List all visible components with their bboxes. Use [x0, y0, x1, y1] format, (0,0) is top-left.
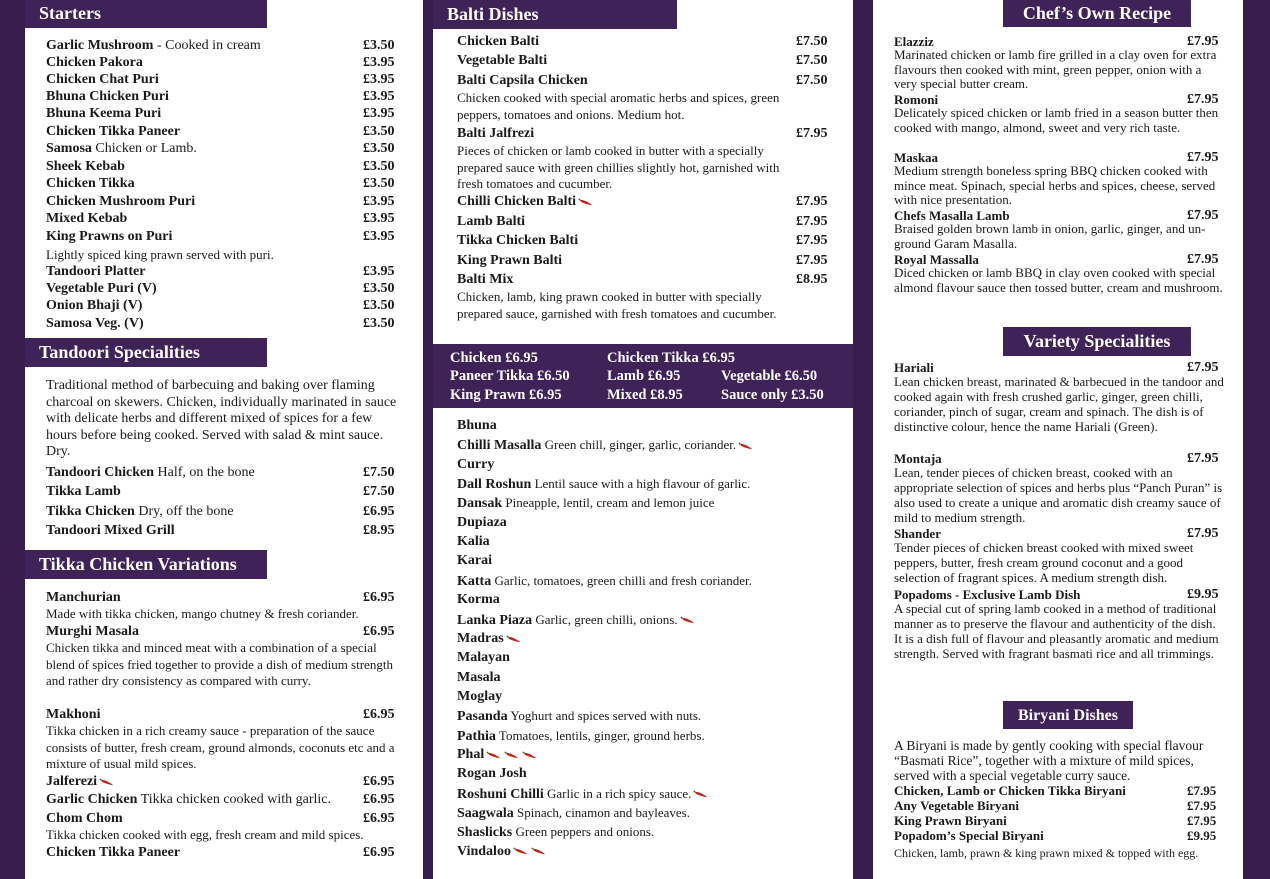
item-name: Samosa	[46, 141, 92, 156]
item-price: £6.95	[363, 707, 395, 722]
item-price: £6.95	[363, 590, 395, 605]
menu-item	[457, 727, 705, 745]
item-price: £3.95	[363, 106, 395, 121]
item-name: Dansak	[457, 496, 503, 512]
menu-item	[457, 456, 494, 473]
item-name: Balti Jalfrezi	[457, 126, 535, 141]
menu-item	[457, 591, 500, 608]
item-name: Garlic Mushroom	[46, 38, 154, 53]
item-description: Braised golden brown lamb in onion, garlic, ginger, and un-ground Garam Masalla.	[894, 221, 1206, 251]
item-name: Tikka Chicken Balti	[457, 233, 579, 248]
item-price: £6.95	[363, 811, 395, 826]
price-chicken-tikka: Chicken Tikka £6.95	[607, 350, 735, 366]
menu-item	[457, 843, 547, 860]
item-description: Medium strength boneless spring BBQ chicken cooked with mince meat. Spinach, special herbs and spices, cheese, served with nice presentation.	[894, 163, 1216, 208]
menu-item	[457, 765, 527, 782]
chili-icon	[506, 634, 522, 644]
item-note: Spinach, cinamon and bayleaves.	[513, 805, 690, 820]
item-name: Moglay	[457, 688, 503, 704]
item-description: Pieces of chicken or lamb cooked in butter with a specially prepared sauce with green chillies slightly hot, garnished with fresh tomatoes and cucumber.	[457, 143, 780, 191]
menu-item	[457, 649, 510, 666]
item-note: Garlic, tomatoes, green chilli and fresh coriander.	[491, 572, 752, 588]
chili-icon	[680, 615, 696, 625]
item-name: Saagwala	[457, 806, 514, 821]
item-note: Green peppers and onions.	[512, 824, 655, 840]
menu-item	[46, 158, 125, 175]
item-name: Madras	[457, 630, 504, 646]
item-name: Shander	[894, 526, 941, 541]
item-name: Katta	[457, 573, 492, 589]
item-name: Jalferezi	[46, 774, 98, 789]
item-price: £3.95	[363, 264, 395, 279]
menu-item	[46, 175, 135, 192]
item-description: Marinated chicken or lamb fire grilled in a clay oven for extra flavours then cooked with mint, green pepper, onion with a very special butter cream.	[894, 47, 1217, 92]
item-price: £7.95	[1187, 783, 1217, 798]
menu-item	[457, 271, 513, 288]
item-name: Shaslicks	[457, 825, 513, 841]
item-name: Karai	[457, 553, 492, 569]
price-lamb: Lamb £6.95	[607, 368, 681, 384]
item-price: £3.50	[363, 38, 395, 53]
item-note: Tikka chicken cooked with garlic.	[137, 792, 332, 807]
item-price: £7.50	[363, 465, 395, 480]
balti-header: Balti Dishes	[433, 0, 677, 29]
item-price: £7.50	[796, 73, 828, 88]
item-name: Sheek Kebab	[46, 159, 125, 174]
price-sauce-only: Sauce only £3.50	[721, 387, 824, 403]
item-name: King Prawn Balti	[457, 253, 563, 268]
menu-item	[457, 72, 588, 89]
item-name: Lamb Balti	[457, 214, 526, 229]
item-description: Chicken cooked with special aromatic herbs and spices, green peppers, tomatoes and onions. Medium hot.	[457, 90, 780, 122]
item-name: Montaja	[894, 451, 942, 466]
tandoori-intro: Traditional method of barbecuing and baking over flaming charcoal on skewers. Chicken, individually marinated in sauce with delicate herbs and different mixed of spices for a few hours before being cooked. Served with salad & mint sauce. Dry.	[46, 378, 397, 459]
item-name: Chicken Tikka Paneer	[46, 845, 181, 860]
menu-item	[46, 844, 180, 861]
item-name: Chilli Masalla	[457, 438, 542, 454]
item-price: £3.95	[363, 194, 395, 209]
menu-item	[46, 791, 331, 808]
item-price: £9.95	[1187, 828, 1217, 843]
item-name: Tikka Chicken	[46, 504, 135, 519]
item-price: £7.95	[1187, 451, 1219, 466]
item-name: Chicken Pakora	[46, 55, 143, 70]
item-name: Tandoori Chicken	[46, 465, 155, 480]
item-name: Garlic Chicken	[46, 792, 138, 807]
item-name: Onion Bhaji (V)	[46, 298, 143, 313]
menu-item	[46, 280, 157, 297]
item-name: Vegetable Puri (V)	[46, 281, 157, 296]
item-name: Tikka Lamb	[46, 484, 121, 499]
item-name: Curry	[457, 456, 495, 472]
menu-item	[894, 813, 1007, 828]
menu-item	[46, 483, 121, 500]
price-chicken: Chicken £6.95	[450, 350, 538, 366]
price-paneer-tikka: Paneer Tikka £6.50	[450, 368, 570, 384]
menu-item	[457, 533, 490, 550]
item-price: £7.95	[796, 126, 828, 141]
menu-item	[457, 611, 696, 629]
item-description: Tender pieces of chicken breast cooked with mixed sweet peppers, butter, fresh cream ground coconut and a good selection of fragrant spices. A medium strength dish.	[894, 540, 1194, 586]
tandoori-header: Tandoori Specialities	[25, 338, 267, 367]
item-price: £7.95	[1187, 208, 1219, 223]
item-description: Lightly spiced king prawn served with puri.	[46, 247, 274, 262]
item-note: Garlic in a rich spicy sauce.	[543, 785, 692, 801]
item-name: Chicken Mushroom Puri	[46, 194, 196, 209]
item-name: King Prawns on Puri	[46, 229, 173, 244]
item-name: Chicken Balti	[457, 34, 540, 49]
item-name: Bhuna Keema Puri	[46, 106, 162, 121]
item-description: Made with tikka chicken, mango chutney & fresh coriander.	[46, 606, 359, 621]
item-name: Chicken Tikka	[46, 176, 135, 191]
item-name: Roshuni Chilli	[457, 786, 544, 802]
item-name: Popadom’s Special Biryani	[894, 828, 1044, 843]
item-name: Romoni	[894, 92, 939, 107]
menu-item	[46, 522, 175, 539]
item-note: Green chill, ginger, garlic, coriander.	[541, 437, 737, 453]
item-price: £3.50	[363, 159, 395, 174]
item-name: Murghi Masala	[46, 624, 139, 639]
item-name: Bhuna	[457, 418, 497, 433]
item-description: Tikka chicken cooked with egg, fresh cream and mild spices.	[46, 827, 364, 842]
menu-item	[457, 552, 492, 569]
menu-item	[457, 804, 690, 822]
chili-icon	[99, 777, 115, 787]
item-name: Tandoori Mixed Grill	[46, 523, 175, 538]
item-price: £6.95	[363, 504, 395, 519]
menu-item	[46, 123, 180, 140]
item-note: Tomatoes, lentils, ginger, ground herbs.	[495, 727, 705, 743]
menu-item	[457, 213, 525, 230]
menu-item	[46, 37, 261, 54]
menu-item	[894, 783, 1126, 798]
item-name: Tandoori Platter	[46, 264, 146, 279]
menu-item	[457, 823, 654, 841]
item-note: Chicken or Lamb.	[91, 141, 197, 156]
item-name: Vegetable Balti	[457, 53, 548, 68]
menu-item	[457, 707, 701, 725]
item-price: £7.95	[1187, 92, 1219, 107]
item-note: Pineapple, lentil, cream and lemon juice	[502, 495, 715, 511]
menu-item	[457, 494, 714, 512]
menu-item	[46, 464, 255, 481]
menu-item	[46, 315, 144, 332]
item-price: £3.50	[363, 124, 395, 139]
item-name: Popadoms - Exclusive Lamb Dish	[894, 587, 1081, 602]
menu-item	[457, 33, 539, 50]
menu-item	[46, 773, 115, 790]
item-price: £3.95	[363, 72, 395, 87]
item-name: Mixed Kebab	[46, 211, 128, 226]
biryani-intro: A Biryani is made by gently cooking with special flavour “Basmati Rice”, together with a mixture of mild spices, served with a special vegetable curry sauce.	[894, 738, 1204, 783]
item-price: £3.50	[363, 298, 395, 313]
item-name: Pathia	[457, 728, 496, 744]
item-note: Lentil sauce with a high flavour of garlic.	[531, 476, 751, 492]
menu-item	[457, 785, 709, 803]
item-price: £3.95	[363, 55, 395, 70]
item-price: £3.95	[363, 211, 395, 226]
item-description: Lean, tender pieces of chicken breast, cooked with an appropriate selection of spices and herbs plus “Panch Puran” is also used to create a unique and aromatic dish creamy sauce of mild to medium strength.	[894, 465, 1223, 526]
item-name: Makhoni	[46, 707, 101, 722]
item-name: Royal Massalla	[894, 252, 979, 267]
item-name: Samosa Veg. (V)	[46, 316, 144, 331]
price-box	[433, 344, 853, 408]
item-note: Dry, off the bone	[134, 504, 234, 519]
menu-item	[46, 71, 159, 88]
item-price: £7.95	[796, 214, 828, 229]
menu-item	[46, 810, 123, 827]
item-description: Chicken, lamb, king prawn cooked in butter with specially prepared sauce, garnished with fresh tomatoes and cucumber.	[457, 289, 777, 321]
item-name: Rogan Josh	[457, 766, 527, 782]
biryani-footnote: Chicken, lamb, prawn & king prawn mixed & topped with egg.	[894, 846, 1199, 860]
item-price: £3.50	[363, 316, 395, 331]
item-price: £7.95	[1187, 798, 1217, 813]
menu-item	[46, 503, 234, 520]
item-price: £7.95	[796, 194, 828, 209]
menu-item	[457, 475, 750, 493]
item-name: Hariali	[894, 360, 934, 375]
menu-item	[46, 706, 100, 723]
item-name: Balti Capsila Chicken	[457, 73, 588, 88]
menu-item	[46, 54, 143, 71]
menu-item	[46, 589, 121, 606]
item-name: Balti Mix	[457, 272, 514, 287]
item-description: Tikka chicken in a rich creamy sauce - preparation of the sauce consists of butter, fresh cream, ground almonds, coconuts etc and a mixture of usual mild spices.	[46, 723, 395, 771]
item-price: £3.95	[363, 89, 395, 104]
menu-item	[457, 125, 534, 142]
chili-icon	[513, 846, 529, 856]
item-description: Chicken tikka and minced meat with a combination of a special blend of spices fried together to provide a dish of medium strength and rather dry consistency as compared with curry.	[46, 640, 393, 688]
item-name: Lanka Piaza	[457, 612, 533, 628]
menu-item	[457, 193, 594, 210]
item-price: £7.95	[1187, 526, 1219, 541]
menu-item	[457, 52, 547, 69]
menu-item	[457, 688, 502, 705]
item-price: £3.50	[363, 281, 395, 296]
item-price: £8.95	[363, 523, 395, 538]
item-name: Chicken Tikka Paneer	[46, 124, 181, 139]
item-name: Dall Roshun	[457, 477, 532, 493]
variety-header: Variety Specialities	[1003, 327, 1191, 356]
menu-item	[46, 228, 172, 245]
menu-item	[457, 669, 501, 686]
item-price: £7.50	[796, 34, 828, 49]
menu-item	[46, 297, 142, 314]
menu-item	[46, 210, 127, 227]
item-note: Half, on the bone	[154, 465, 255, 480]
item-name: Pasanda	[457, 709, 508, 725]
item-price: £6.95	[363, 774, 395, 789]
chili-icon	[578, 197, 594, 207]
menu-item	[46, 623, 139, 640]
item-name: Chilli Chicken Balti	[457, 194, 577, 209]
menu-item	[46, 193, 195, 210]
menu-item	[457, 252, 562, 269]
item-price: £7.95	[1187, 813, 1217, 828]
menu-item	[457, 746, 538, 763]
menu-item	[894, 828, 1044, 843]
chili-icon	[693, 789, 709, 799]
item-description: Delicately spiced chicken or lamb fried in a season butter then cooked with mango, almond, sweet and very rich taste.	[894, 105, 1219, 135]
item-price: £9.95	[1187, 587, 1219, 602]
menu-item	[457, 232, 578, 249]
menu-item	[457, 417, 497, 434]
chili-icon	[486, 750, 502, 760]
starters-header: Starters	[25, 0, 267, 28]
item-name: Manchurian	[46, 590, 121, 605]
item-description: A special cut of spring lamb cooked in a method of traditional manner as to preserve the flavour and authenticity of the dish. It is a dish full of flavour and pleasantly aromatic and medium strength. Served with fragrant basmati rice and all trimmings.	[894, 601, 1219, 662]
price-mixed: Mixed £8.95	[607, 387, 683, 403]
menu-item	[894, 798, 1019, 813]
item-price: £6.95	[363, 792, 395, 807]
item-note: - Cooked in cream	[153, 38, 261, 53]
chili-icon	[738, 441, 754, 451]
item-name: Chom Chom	[46, 811, 123, 826]
item-price: £7.50	[363, 484, 395, 499]
biryani-header: Biryani Dishes	[1003, 701, 1133, 729]
item-price: £7.95	[796, 253, 828, 268]
menu-item	[457, 436, 754, 454]
item-price: £8.95	[796, 272, 828, 287]
item-price: £3.50	[363, 176, 395, 191]
item-price: £7.50	[796, 53, 828, 68]
item-name: Malayan	[457, 650, 510, 666]
item-name: Korma	[457, 592, 500, 608]
item-name: Phal	[457, 746, 485, 762]
item-name: King Prawn Biryani	[894, 813, 1007, 828]
item-name: Dupiaza	[457, 514, 507, 530]
tikka-header: Tikka Chicken Variations	[25, 550, 267, 579]
item-name: Elazziz	[894, 34, 934, 49]
item-name: Chicken Chat Puri	[46, 72, 159, 87]
item-description: Lean chicken breast, marinated & barbecued in the tandoor and cooked again with fresh crushed garlic, ginger, green chilli, coriander, pinch of sugar, cream and spinach. The dish is of distinctive colour, hence the name Hariali (Green).	[894, 374, 1224, 435]
chili-icon	[531, 846, 547, 856]
item-price: £7.95	[1187, 150, 1219, 165]
item-name: Chefs Masalla Lamb	[894, 208, 1010, 223]
item-description: Diced chicken or lamb BBQ in clay oven cooked with special almond flavour sauce then tossed butter, cream and mushroom.	[894, 265, 1223, 295]
item-price: £7.95	[796, 233, 828, 248]
menu-item	[46, 140, 197, 157]
item-price: £7.95	[1187, 34, 1219, 49]
item-name: Kalia	[457, 534, 490, 550]
menu-item	[457, 630, 522, 647]
item-name: Chicken, Lamb or Chicken Tikka Biryani	[894, 783, 1126, 798]
item-name: Masala	[457, 669, 501, 685]
item-price: £6.95	[363, 624, 395, 639]
menu-item	[46, 105, 161, 122]
price-king-prawn: King Prawn £6.95	[450, 387, 562, 403]
item-note: Garlic, green chilli, onions.	[532, 611, 678, 627]
item-name: Vindaloo	[457, 843, 511, 859]
chili-icon	[504, 750, 520, 760]
item-note: Yoghurt and spices served with nuts.	[507, 708, 702, 724]
item-price: £3.95	[363, 229, 395, 244]
menu-item	[46, 88, 169, 105]
item-name: Maskaa	[894, 150, 939, 165]
menu-item	[457, 572, 752, 590]
price-vegetable: Vegetable £6.50	[721, 368, 818, 384]
chili-icon	[522, 750, 538, 760]
item-name: Bhuna Chicken Puri	[46, 89, 169, 104]
chefs-header: Chef’s Own Recipe	[1003, 0, 1191, 27]
item-name: Any Vegetable Biryani	[894, 798, 1019, 813]
item-price: £3.50	[363, 141, 395, 156]
item-price: £6.95	[363, 845, 395, 860]
item-price: £7.95	[1187, 360, 1219, 375]
menu-item	[46, 263, 145, 280]
item-price: £7.95	[1187, 252, 1219, 267]
menu-item	[457, 514, 507, 531]
